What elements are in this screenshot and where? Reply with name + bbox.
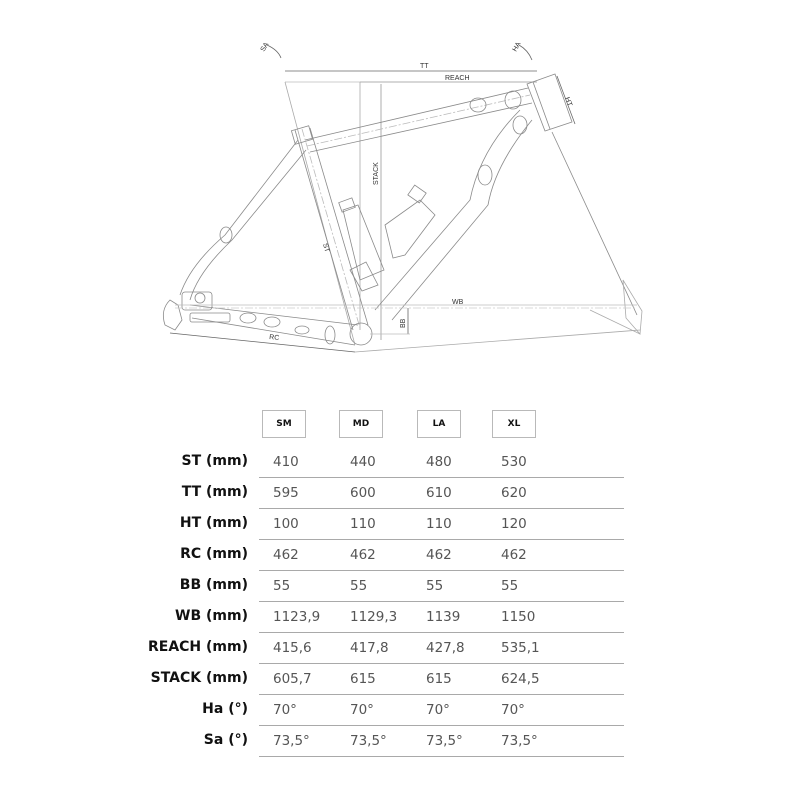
wb-label: WB bbox=[452, 299, 464, 306]
rc-label: RC bbox=[268, 334, 280, 343]
cell-xl: 70° bbox=[501, 702, 525, 718]
tt-label: TT bbox=[420, 63, 429, 70]
size-header-row bbox=[0, 410, 800, 442]
cell-md: 462 bbox=[350, 547, 376, 563]
cell-xl: 620 bbox=[501, 485, 527, 501]
table-row-reach bbox=[0, 633, 800, 664]
table-row-st bbox=[0, 447, 800, 478]
cell-xl: 55 bbox=[501, 578, 519, 594]
row-label: ST (mm) bbox=[181, 453, 248, 469]
cell-la: 480 bbox=[426, 454, 452, 470]
cell-md: 55 bbox=[350, 578, 368, 594]
cell-sm: 462 bbox=[273, 547, 299, 563]
table-row-sa bbox=[0, 726, 800, 757]
cell-xl: 73,5° bbox=[501, 733, 538, 749]
cell-xl: 530 bbox=[501, 454, 527, 470]
table-row-bb bbox=[0, 571, 800, 602]
cell-md: 110 bbox=[350, 516, 376, 532]
cell-sm: 415,6 bbox=[273, 640, 312, 656]
cell-xl: 1150 bbox=[501, 609, 536, 625]
row-label: TT (mm) bbox=[181, 484, 248, 500]
cell-la: 610 bbox=[426, 485, 452, 501]
cell-md: 600 bbox=[350, 485, 376, 501]
cell-md: 1129,3 bbox=[350, 609, 398, 625]
row-label: RC (mm) bbox=[180, 546, 248, 562]
table-row-rc bbox=[0, 540, 800, 571]
bike-frame-drawing bbox=[0, 0, 800, 380]
sa-label: SA bbox=[259, 41, 271, 53]
ht-label: HT bbox=[563, 96, 573, 108]
row-divider bbox=[259, 756, 624, 757]
row-label: WB (mm) bbox=[175, 608, 248, 624]
frame-geometry-diagram bbox=[0, 0, 800, 380]
cell-sm: 55 bbox=[273, 578, 291, 594]
size-header-sm: SM bbox=[262, 410, 306, 438]
cell-sm: 70° bbox=[273, 702, 297, 718]
reach-label: REACH bbox=[445, 75, 470, 82]
table-row-tt bbox=[0, 478, 800, 509]
cell-sm: 100 bbox=[273, 516, 299, 532]
cell-la: 1139 bbox=[426, 609, 461, 625]
cell-xl: 624,5 bbox=[501, 671, 540, 687]
size-header-la: LA bbox=[417, 410, 461, 438]
cell-la: 70° bbox=[426, 702, 450, 718]
cell-md: 440 bbox=[350, 454, 376, 470]
row-label: REACH (mm) bbox=[147, 639, 248, 655]
bb-label: BB bbox=[400, 318, 407, 328]
row-label: HT (mm) bbox=[179, 515, 248, 531]
stack-label: STACK bbox=[373, 162, 380, 185]
row-label: STACK (mm) bbox=[150, 670, 248, 686]
cell-la: 73,5° bbox=[426, 733, 463, 749]
cell-sm: 410 bbox=[273, 454, 299, 470]
table-row-stack bbox=[0, 664, 800, 695]
cell-sm: 1123,9 bbox=[273, 609, 321, 625]
table-row-wb bbox=[0, 602, 800, 633]
row-label: Sa (°) bbox=[203, 732, 248, 748]
cell-sm: 605,7 bbox=[273, 671, 312, 687]
cell-md: 417,8 bbox=[350, 640, 389, 656]
st-label: ST bbox=[321, 242, 331, 254]
table-row-ht bbox=[0, 509, 800, 540]
size-header-xl: XL bbox=[492, 410, 536, 438]
cell-la: 427,8 bbox=[426, 640, 465, 656]
row-label: BB (mm) bbox=[179, 577, 248, 593]
cell-md: 73,5° bbox=[350, 733, 387, 749]
cell-la: 110 bbox=[426, 516, 452, 532]
ha-label: HA bbox=[511, 41, 523, 53]
cell-sm: 595 bbox=[273, 485, 299, 501]
cell-sm: 73,5° bbox=[273, 733, 310, 749]
cell-la: 462 bbox=[426, 547, 452, 563]
row-label: Ha (°) bbox=[202, 701, 248, 717]
table-row-ha bbox=[0, 695, 800, 726]
cell-la: 55 bbox=[426, 578, 444, 594]
cell-xl: 462 bbox=[501, 547, 527, 563]
cell-md: 615 bbox=[350, 671, 376, 687]
cell-xl: 120 bbox=[501, 516, 527, 532]
cell-xl: 535,1 bbox=[501, 640, 540, 656]
cell-md: 70° bbox=[350, 702, 374, 718]
cell-la: 615 bbox=[426, 671, 452, 687]
size-header-md: MD bbox=[339, 410, 383, 438]
